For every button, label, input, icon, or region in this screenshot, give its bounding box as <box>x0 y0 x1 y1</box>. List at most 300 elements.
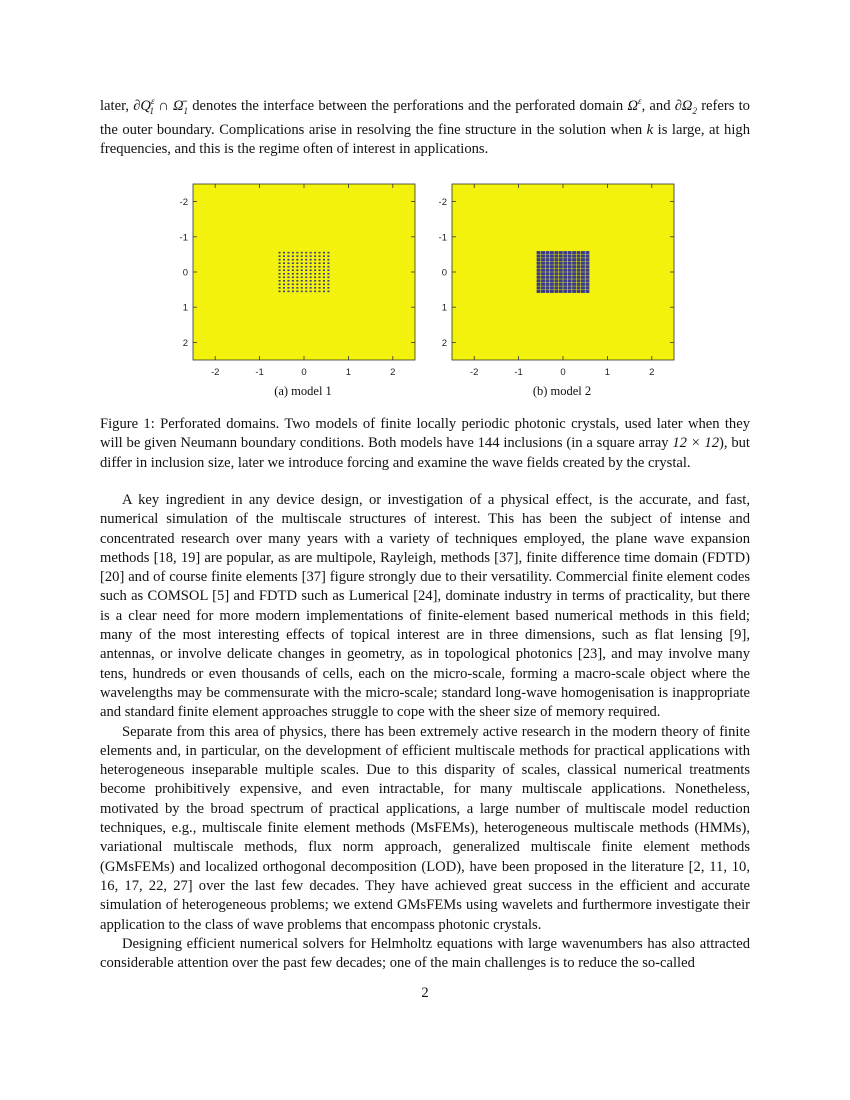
inclusion-cell <box>301 252 303 254</box>
inclusion-cell <box>541 290 545 293</box>
inclusion-cell <box>581 265 585 268</box>
y-tick-label: 0 <box>441 267 447 279</box>
inclusion-cell <box>283 266 285 268</box>
x-tick-label: -2 <box>210 367 220 378</box>
inclusion-cell <box>292 255 294 257</box>
inclusion-cell <box>327 252 329 254</box>
inclusion-cell <box>314 273 316 275</box>
inclusion-cell <box>541 272 545 275</box>
intro-text-4: refers to the outer boundary. Complications arise in resolving the fine structure in the solution when <box>100 97 750 139</box>
inclusion-cell <box>581 269 585 272</box>
inclusion-cell <box>314 269 316 271</box>
inclusion-cell <box>292 280 294 282</box>
inclusion-cell <box>585 276 589 279</box>
inclusion-cell <box>568 262 572 265</box>
inclusion-cell <box>568 255 572 258</box>
inclusion-cell <box>581 272 585 275</box>
inclusion-cell <box>585 269 589 272</box>
inclusion-cell <box>310 255 312 257</box>
inclusion-cell <box>296 276 298 278</box>
inclusion-cell <box>577 286 581 289</box>
inclusion-cell <box>537 258 541 261</box>
inclusion-cell <box>279 284 281 286</box>
x-tick-label: 1 <box>604 367 611 378</box>
inclusion-cell <box>287 291 289 293</box>
inclusion-cell <box>323 269 325 271</box>
inclusion-cell <box>563 251 567 254</box>
inclusion-cell <box>287 262 289 264</box>
inclusion-cell <box>568 272 572 275</box>
inclusion-cell <box>581 255 585 258</box>
inclusion-cell <box>323 280 325 282</box>
inclusion-cell <box>301 287 303 289</box>
inclusion-cell <box>563 272 567 275</box>
inclusion-cell <box>305 291 307 293</box>
inclusion-cell <box>585 272 589 275</box>
inclusion-cell <box>541 276 545 279</box>
inclusion-cell <box>287 287 289 289</box>
subcaption-model-1: (a) model 1 <box>274 384 332 398</box>
inclusion-cell <box>283 252 285 254</box>
inclusion-cell <box>537 283 541 286</box>
inclusion-cell <box>581 251 585 254</box>
x-tick-label: 2 <box>390 367 396 378</box>
inclusion-cell <box>319 273 321 275</box>
inclusion-cell <box>568 276 572 279</box>
inclusion-cell <box>577 283 581 286</box>
inclusion-cell <box>305 255 307 257</box>
inclusion-cell <box>581 262 585 265</box>
inclusion-cell <box>283 276 285 278</box>
inclusion-cell <box>283 255 285 257</box>
inclusion-cell <box>581 258 585 261</box>
inclusion-cell <box>279 255 281 257</box>
inclusion-cell <box>323 255 325 257</box>
inclusion-cell <box>550 276 554 279</box>
inclusion-cell <box>585 251 589 254</box>
inclusion-cell <box>577 290 581 293</box>
inclusion-cell <box>314 280 316 282</box>
inclusion-cell <box>323 273 325 275</box>
inclusion-cell <box>310 287 312 289</box>
inclusion-cell <box>305 273 307 275</box>
inclusion-cell <box>577 272 581 275</box>
inclusion-cell <box>314 284 316 286</box>
inclusion-cell <box>327 262 329 264</box>
inclusion-cell <box>568 283 572 286</box>
inclusion-cell <box>279 280 281 282</box>
inclusion-cell <box>279 252 281 254</box>
figure-caption <box>100 415 750 473</box>
inclusion-cell <box>292 266 294 268</box>
caption-text-2: ), but differ in inclusion size, later we introduce forcing and examine the wave fields created by the crystal. <box>100 435 750 471</box>
inclusion-cell <box>577 262 581 265</box>
inclusion-cell <box>283 284 285 286</box>
inclusion-cell <box>319 269 321 271</box>
inclusion-cell <box>327 291 329 293</box>
inclusion-cell <box>287 252 289 254</box>
inclusion-cell <box>546 255 550 258</box>
inclusion-cell <box>301 259 303 261</box>
inclusion-cell <box>563 262 567 265</box>
inclusion-cell <box>550 262 554 265</box>
inclusion-cell <box>563 290 567 293</box>
inclusion-cell <box>301 262 303 264</box>
inclusion-cell <box>577 276 581 279</box>
inclusion-cell <box>292 259 294 261</box>
inclusion-cell <box>537 276 541 279</box>
inclusion-cell <box>314 266 316 268</box>
inclusion-cell <box>550 283 554 286</box>
y-tick-label: 1 <box>182 302 188 314</box>
inclusion-cell <box>537 269 541 272</box>
y-tick-label: -2 <box>438 197 447 209</box>
boundary-symbol: $\partial\Omega_2$ <box>674 97 697 116</box>
inclusion-cell <box>323 284 325 286</box>
inclusion-cell <box>577 269 581 272</box>
inclusion-cell <box>327 255 329 257</box>
inclusion-cell <box>577 251 581 254</box>
inclusion-cell <box>559 290 563 293</box>
inclusion-cell <box>568 258 572 261</box>
inclusion-cell <box>559 258 563 261</box>
inclusion-cell <box>550 272 554 275</box>
inclusion-cell <box>292 262 294 264</box>
inclusion-cell <box>310 252 312 254</box>
inclusion-cell <box>301 291 303 293</box>
y-tick-label: 0 <box>182 267 188 279</box>
inclusion-cell <box>296 252 298 254</box>
inclusion-cell <box>581 286 585 289</box>
inclusion-cell <box>327 269 329 271</box>
x-tick-label: 1 <box>345 367 352 378</box>
inclusion-cell <box>568 269 572 272</box>
inclusion-cell <box>559 255 563 258</box>
inclusion-cell <box>283 259 285 261</box>
inclusion-cell <box>546 258 550 261</box>
inclusion-cell <box>554 255 558 258</box>
inclusion-cell <box>563 276 567 279</box>
inclusion-cell <box>305 252 307 254</box>
caption-text-1: Figure 1: Perforated domains. Two models of finite locally periodic photonic crystals, used later when they will be given Neumann boundary conditions. Both models have 144 inclusions (in a square array <box>100 416 750 452</box>
inclusion-cell <box>572 279 576 282</box>
inclusion-cell <box>572 258 576 261</box>
inclusion-cell <box>301 284 303 286</box>
inclusion-cell <box>287 259 289 261</box>
inclusion-cell <box>568 279 572 282</box>
inclusion-cell <box>279 266 281 268</box>
inclusion-cell <box>577 255 581 258</box>
inclusion-cell <box>559 283 563 286</box>
plot-model-1 <box>165 180 425 380</box>
inclusion-cell <box>581 276 585 279</box>
inclusion-cell <box>292 287 294 289</box>
domain-symbol: $\Omega^\varepsilon$ <box>627 96 642 114</box>
inclusion-cell <box>296 269 298 271</box>
inclusion-cell <box>319 280 321 282</box>
inclusion-cell <box>585 279 589 282</box>
inclusion-cell <box>554 269 558 272</box>
inclusion-cell <box>287 273 289 275</box>
inclusion-cell <box>283 262 285 264</box>
inclusion-cell <box>292 269 294 271</box>
inclusion-cell <box>572 283 576 286</box>
inclusion-cell <box>296 262 298 264</box>
inclusion-cell <box>319 287 321 289</box>
page-number: 2 <box>421 985 429 1001</box>
paragraph-finite-elements: Separate from this area of physics, there has been extremely active research in the modern theory of finite elements and, in particular, on the development of efficient multiscale methods for practical applications with heterogeneous inseparable multiple scales. Due to this disparity of scales, classical numerical treatments become prohibitively expensive, and even intractable, for many multiscale applications. Nonetheless, motivated by the broad spectrum of practical applications, a large number of multiscale model reduction techniques, e.g., multiscale finite element methods (MsFEMs), heterogeneous multiscale methods (HMMs), variational multiscale methods, flux norm approach, generalized multiscale finite element methods (GMsFEMs) and localized orthogonal decomposition (LOD), have been proposed in the literature [2, 11, 10, 16, 17, 22, 27] over the last few decades. They have achieved great success in the efficient and accurate simulation of heterogeneous problems; we extend GMsFEMs using wavelets and furthermore investigate their application to the class of wave problems that encompass photonic crystals. <box>100 723 750 933</box>
inclusion-cell <box>310 259 312 261</box>
inclusion-cell <box>559 269 563 272</box>
y-tick-label: -1 <box>438 232 447 244</box>
inclusion-cell <box>563 283 567 286</box>
inclusion-cell <box>327 287 329 289</box>
inclusion-cell <box>327 276 329 278</box>
inclusion-cell <box>323 262 325 264</box>
inclusion-cell <box>559 262 563 265</box>
inclusion-cell <box>319 276 321 278</box>
inclusion-cell <box>296 284 298 286</box>
interface-symbol: $\partial Q^\varepsilon_1$ ∩ $\Omegā_1$ <box>133 96 189 116</box>
inclusion-cell <box>554 272 558 275</box>
inclusion-cell <box>541 269 545 272</box>
inclusion-cell <box>287 269 289 271</box>
inclusion-cell <box>537 286 541 289</box>
inclusion-cell <box>585 255 589 258</box>
inclusion-cell <box>319 255 321 257</box>
inclusion-cell <box>283 280 285 282</box>
inclusion-cell <box>296 291 298 293</box>
figure-panel-model-2 <box>424 180 684 380</box>
inclusion-cell <box>305 287 307 289</box>
inclusion-cell <box>319 266 321 268</box>
inclusion-cell <box>279 262 281 264</box>
inclusion-cell <box>550 251 554 254</box>
x-tick-label: 0 <box>560 367 566 378</box>
inclusion-cell <box>554 262 558 265</box>
inclusion-cell <box>568 290 572 293</box>
inclusion-cell <box>581 290 585 293</box>
inclusion-cell <box>537 251 541 254</box>
inclusion-cell <box>314 262 316 264</box>
inclusion-cell <box>546 269 550 272</box>
inclusion-cell <box>305 284 307 286</box>
inclusion-cell <box>554 286 558 289</box>
inclusion-cell <box>554 283 558 286</box>
inclusion-cell <box>546 286 550 289</box>
inclusion-cell <box>305 269 307 271</box>
inclusion-cell <box>554 258 558 261</box>
inclusion-cell <box>563 258 567 261</box>
inclusion-cell <box>563 255 567 258</box>
inclusion-cell <box>541 283 545 286</box>
inclusion-cell <box>559 251 563 254</box>
inclusion-cell <box>541 255 545 258</box>
inclusion-cell <box>577 265 581 268</box>
plot-model-2 <box>424 180 684 380</box>
inclusion-cell <box>327 273 329 275</box>
domain-background <box>452 184 674 360</box>
inclusion-cell <box>323 259 325 261</box>
inclusion-cell <box>550 290 554 293</box>
inclusion-cell <box>310 284 312 286</box>
inclusion-cell <box>541 286 545 289</box>
inclusion-cell <box>279 259 281 261</box>
inclusion-cell <box>568 265 572 268</box>
inclusion-cell <box>572 276 576 279</box>
inclusion-cell <box>550 286 554 289</box>
inclusion-cell <box>296 266 298 268</box>
inclusion-cell <box>283 269 285 271</box>
inclusion-cell <box>572 290 576 293</box>
inclusion-cell <box>537 279 541 282</box>
inclusion-cell <box>546 272 550 275</box>
inclusion-cell <box>301 269 303 271</box>
inclusion-cell <box>279 291 281 293</box>
inclusion-cell <box>314 291 316 293</box>
inclusion-cell <box>554 251 558 254</box>
inclusion-cell <box>301 255 303 257</box>
inclusion-cell <box>301 266 303 268</box>
inclusion-cell <box>319 291 321 293</box>
inclusion-cell <box>537 265 541 268</box>
inclusion-cell <box>554 290 558 293</box>
inclusion-cell <box>314 259 316 261</box>
paragraph-helmholtz: Designing efficient numerical solvers for Helmholtz equations with large wavenumbers has also attracted considerable attention over the past few decades; one of the main challenges is to reduce the so-called <box>100 935 750 972</box>
inclusion-cell <box>279 269 281 271</box>
y-tick-label: -1 <box>179 232 188 244</box>
intro-text-5: is large, at high frequencies, and this is the regime often of interest in applications. <box>100 122 751 158</box>
intro-text-1: later, <box>100 97 134 114</box>
inclusion-cell <box>292 276 294 278</box>
inclusion-cell <box>327 280 329 282</box>
inclusion-cell <box>292 291 294 293</box>
inclusion-cell <box>541 265 545 268</box>
inclusion-cell <box>559 272 563 275</box>
inclusion-cell <box>310 291 312 293</box>
figure-panel-model-1 <box>165 180 425 380</box>
inclusion-cell <box>581 279 585 282</box>
inclusion-cell <box>323 287 325 289</box>
inclusion-cell <box>537 290 541 293</box>
y-tick-label: -2 <box>179 197 188 209</box>
inclusion-cell <box>301 276 303 278</box>
x-tick-label: -1 <box>255 367 264 378</box>
x-tick-label: -2 <box>469 367 479 378</box>
domain-background <box>193 184 415 360</box>
inclusion-cell <box>585 290 589 293</box>
inclusion-cell <box>314 252 316 254</box>
inclusion-cell <box>550 255 554 258</box>
inclusion-cell <box>577 279 581 282</box>
inclusion-cell <box>292 273 294 275</box>
inclusion-cell <box>296 259 298 261</box>
inclusion-cell <box>572 286 576 289</box>
inclusion-cell <box>541 258 545 261</box>
body-text <box>100 491 750 973</box>
inclusion-cell <box>572 251 576 254</box>
inclusion-cell <box>550 269 554 272</box>
inclusion-cell <box>310 262 312 264</box>
inclusion-cell <box>546 265 550 268</box>
inclusion-cell <box>585 258 589 261</box>
inclusion-cell <box>301 280 303 282</box>
inclusion-cell <box>319 262 321 264</box>
inclusion-cell <box>537 272 541 275</box>
subcaption-model-2: (b) model 2 <box>532 384 592 398</box>
inclusion-cell <box>296 280 298 282</box>
inclusion-cell <box>585 283 589 286</box>
inclusion-cell <box>323 276 325 278</box>
inclusion-cell <box>314 276 316 278</box>
caption-math: 12 × 12 <box>672 435 720 452</box>
inclusion-cell <box>572 272 576 275</box>
x-tick-label: 0 <box>301 367 307 378</box>
inclusion-cell <box>319 284 321 286</box>
inclusion-cell <box>314 287 316 289</box>
inclusion-cell <box>554 276 558 279</box>
inclusion-cell <box>292 252 294 254</box>
inclusion-cell <box>323 291 325 293</box>
inclusion-cell <box>546 279 550 282</box>
inclusion-cell <box>572 269 576 272</box>
inclusion-cell <box>550 265 554 268</box>
wavenumber-symbol: k <box>646 122 654 139</box>
inclusion-cell <box>550 279 554 282</box>
inclusion-cell <box>283 291 285 293</box>
inclusion-cell <box>568 286 572 289</box>
inclusion-cell <box>559 286 563 289</box>
inclusion-cell <box>563 286 567 289</box>
inclusion-cell <box>554 279 558 282</box>
inclusion-cell <box>305 266 307 268</box>
y-tick-label: 2 <box>182 337 188 349</box>
inclusion-cell <box>577 258 581 261</box>
inclusion-cell <box>550 258 554 261</box>
inclusion-cell <box>568 251 572 254</box>
inclusion-cell <box>296 287 298 289</box>
inclusion-cell <box>296 273 298 275</box>
inclusion-cell <box>537 262 541 265</box>
inclusion-cell <box>546 283 550 286</box>
inclusion-cell <box>287 276 289 278</box>
inclusion-cell <box>327 259 329 261</box>
inclusion-cell <box>283 287 285 289</box>
inclusion-cell <box>559 279 563 282</box>
intro-text-3: , and <box>641 97 675 114</box>
inclusion-cell <box>279 276 281 278</box>
inclusion-cell <box>305 262 307 264</box>
inclusion-cell <box>537 255 541 258</box>
inclusion-cell <box>546 251 550 254</box>
inclusion-cell <box>287 284 289 286</box>
inclusion-cell <box>301 273 303 275</box>
inclusion-cell <box>572 262 576 265</box>
inclusion-cell <box>287 266 289 268</box>
inclusion-cell <box>581 283 585 286</box>
intro-paragraph <box>100 92 750 160</box>
inclusion-cell <box>585 265 589 268</box>
y-tick-label: 2 <box>441 337 447 349</box>
inclusion-cell <box>541 251 545 254</box>
inclusion-cell <box>585 286 589 289</box>
y-tick-label: 1 <box>441 302 447 314</box>
inclusion-cell <box>287 280 289 282</box>
inclusion-cell <box>314 255 316 257</box>
inclusion-cell <box>546 290 550 293</box>
inclusion-cell <box>563 279 567 282</box>
inclusion-cell <box>327 284 329 286</box>
